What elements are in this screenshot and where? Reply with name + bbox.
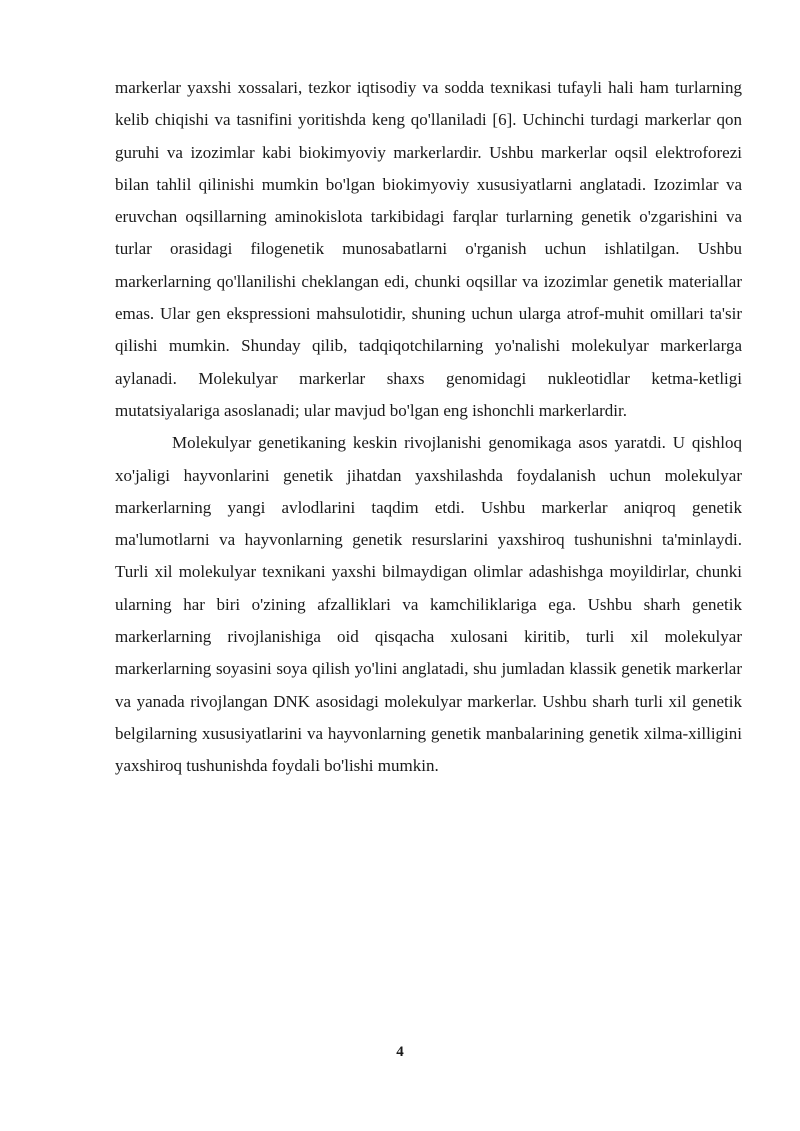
body-text (115, 72, 742, 783)
paragraph-continued: markerlar yaxshi xossalari, tezkor iqtisodiy va sodda texnikasi tufayli hali ham turlarning kelib chiqishi va tasnifini yoritishda keng qo'llaniladi [6]. Uchinchi turdagi markerlar qon guruhi va izozimlar kabi biokimyoviy markerlardir. Ushbu markerlar oqsil elektroforezi bilan tahlil qilinishi mumkin bo'lgan biokimyoviy xususiyatlarni anglatadi. Izozimlar va eruvchan oqsillarning aminokislota tarkibidagi farqlar turlarning genetik o'zgarishini va turlar orasidagi filogenetik munosabatlarni o'rganish uchun ishlatilgan. Ushbu markerlarning qo'llanilishi cheklangan edi, chunki oqsillar va izozimlar genetik materiallar emas. Ular gen ekspressioni mahsulotidir, shuning uchun ularga atrof-muhit omillari ta'sir qilishi mumkin. Shunday qilib, tadqiqotchilarning yo'nalishi molekulyar markerlarga aylanadi. Molekulyar markerlar shaxs genomidagi nukleotidlar ketma-ketligi mutatsiyalariga asoslanadi; ular mavjud bo'lgan eng ishonchli markerlardir. (115, 78, 742, 420)
paragraph-molecular-genetics: Molekulyar genetikaning keskin rivojlanishi genomikaga asos yaratdi. U qishloq xo'jaligi hayvonlarini genetik jihatdan yaxshilashda foydalanish uchun molekulyar markerlarning yangi avlodlarini taqdim etdi. Ushbu markerlar aniqroq genetik ma'lumotlarni va hayvonlarning genetik resurslarini yaxshiroq tushunishni ta'minlaydi. Turli xil molekulyar texnikani yaxshi bilmaydigan olimlar adashishga moyildirlar, chunki ularning har biri o'zining afzalliklari va kamchiliklariga ega. Ushbu sharh genetik markerlarning rivojlanishiga oid qisqacha xulosani kiritib, turli xil molekulyar markerlarning soyasini soya qilish yo'lini anglatadi, shu jumladan klassik genetik markerlar va yanada rivojlangan DNK asosidagi molekulyar markerlar. Ushbu sharh turli xil genetik belgilarning xususiyatlarini va hayvonlarning genetik manbalarining genetik xilma-xilligini yaxshiroq tushunishda foydali bo'lishi mumkin. (115, 433, 742, 776)
page-number: 4 (396, 1044, 404, 1060)
